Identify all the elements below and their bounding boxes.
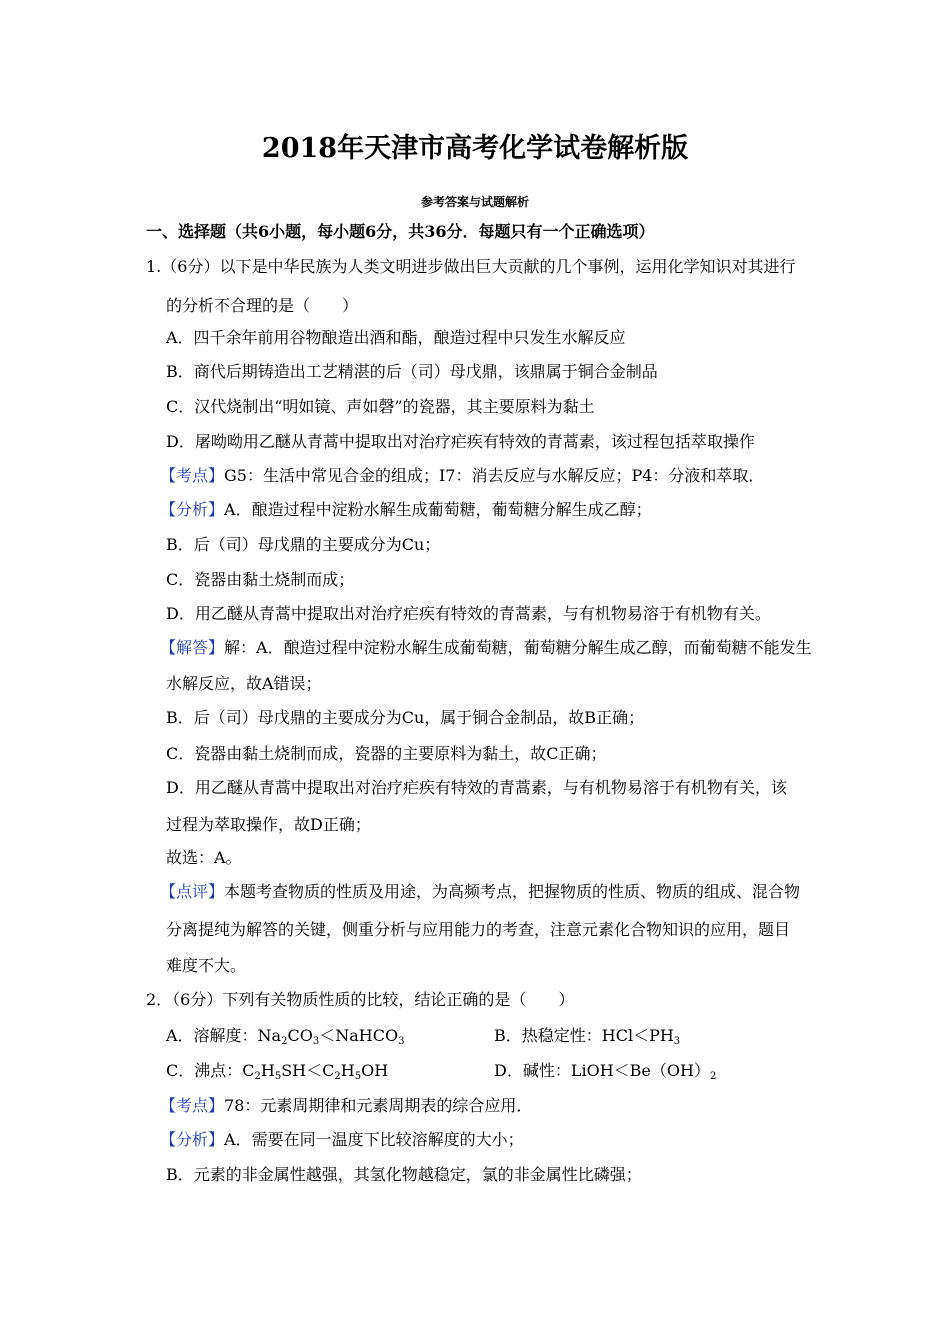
q2-option-d: D．碱性：$LiOH<Be(OH)_2$ <box>494 1061 717 1082</box>
q1-dianping-3: 难度不大。 <box>166 956 247 975</box>
kaodian-text: G5：生活中常见合金的组成；I7：消去反应与水解反应；P4：分液和萃取． <box>224 466 765 485</box>
q1-option-a: A．四千余年前用谷物酿造出酒和酯，酿造过程中只发生水解反应 <box>166 328 626 347</box>
q1-fenxi-b: B．后（司）母戊鼎的主要成分为Cu； <box>166 535 441 554</box>
q1-jieda-c: C．瓷器由黏土烧制而成，瓷器的主要原料为黏土，故C正确； <box>166 744 607 763</box>
q2-kaodian <box>160 1096 532 1116</box>
q1-answer: 故选：A。 <box>166 848 242 867</box>
q2-option-b: B．热稳定性：$HCl<PH_3$ <box>494 1026 681 1047</box>
dianping-1: 本题考查物质的性质及用途，为高频考点，把握物质的性质、物质的组成、混合物 <box>224 882 801 901</box>
fenxi-a: A．需要在同一温度下比较溶解度的大小； <box>224 1130 524 1149</box>
q1-option-d: D．屠呦呦用乙醚从青蒿中提取出对治疗疟疾有特效的青蒿素，该过程包括萃取操作 <box>166 432 755 451</box>
fenxi-tag: 【分析】 <box>160 1130 225 1149</box>
q1-fenxi-d: D．用乙醚从青蒿中提取出对治疗疟疾有特效的青蒿素，与有机物易溶于有机物有关。 <box>166 604 771 623</box>
q1-kaodian <box>160 466 764 486</box>
jieda-a1: 解：A．酿造过程中淀粉水解生成葡萄糖，葡萄糖分解生成乙醇，而葡萄糖不能发生 <box>224 638 812 657</box>
q1-option-c: C．汉代烧制出“明如镜、声如磬”的瓷器，其主要原料为黏土 <box>166 397 595 416</box>
kaodian-text: 78：元素周期律和元素周期表的综合应用． <box>224 1096 533 1115</box>
q1-fenxi <box>160 500 652 520</box>
q2-stem: 2．（6分）下列有关物质性质的比较，结论正确的是（ ） <box>146 990 575 1009</box>
q2-fenxi-b: B．元素的非金属性越强，其氢化物越稳定，氯的非金属性比磷强； <box>166 1165 642 1184</box>
q2-option-c: C．沸点：$C_2H_5SH<C_2H_5OH$ <box>166 1061 389 1082</box>
q1-dianping <box>160 882 800 902</box>
q1-jieda-d2: 过程为萃取操作，故D正确； <box>166 815 371 834</box>
fenxi-tag: 【分析】 <box>160 500 225 519</box>
q1-dianping-2: 分离提纯为解答的关键，侧重分析与应用能力的考查，注意元素化合物知识的应用，题目 <box>166 920 791 939</box>
section-heading: 一、选择题（共6小题，每小题6分，共36分．每题只有一个正确选项） <box>146 222 655 241</box>
q1-jieda-b: B．后（司）母戊鼎的主要成分为Cu，属于铜合金制品，故B正确； <box>166 708 645 727</box>
page-subtitle: 参考答案与试题解析 <box>420 195 529 209</box>
q2-option-a: A．溶解度：$Na_2CO_3<NaHCO_3$ <box>166 1026 405 1047</box>
kaodian-tag: 【考点】 <box>160 1096 225 1115</box>
q1-stem-line1: 1.（6分）以下是中华民族为人类文明进步做出巨大贡献的几个事例，运用化学知识对其进行 <box>146 257 796 276</box>
q1-jieda-d1: D．用乙醚从青蒿中提取出对治疗疟疾有特效的青蒿素，与有机物易溶于有机物有关，该 <box>166 778 787 797</box>
q1-stem-line2: 的分析不合理的是（ ） <box>166 296 359 315</box>
jieda-tag: 【解答】 <box>160 638 225 657</box>
q1-option-b: B．商代后期铸造出工艺精湛的后（司）母戊鼎，该鼎属于铜合金制品 <box>166 362 658 381</box>
q1-jieda-a2: 水解反应，故A错误； <box>166 674 322 693</box>
fenxi-a: A．酿造过程中淀粉水解生成葡萄糖，葡萄糖分解生成乙醇； <box>224 500 652 519</box>
dianping-tag: 【点评】 <box>160 882 225 901</box>
kaodian-tag: 【考点】 <box>160 466 225 485</box>
page-title: 2018年天津市高考化学试卷解析版 <box>261 133 689 164</box>
q1-fenxi-c: C．瓷器由黏土烧制而成； <box>166 570 355 589</box>
q2-fenxi <box>160 1130 524 1150</box>
q1-jieda <box>160 638 812 658</box>
